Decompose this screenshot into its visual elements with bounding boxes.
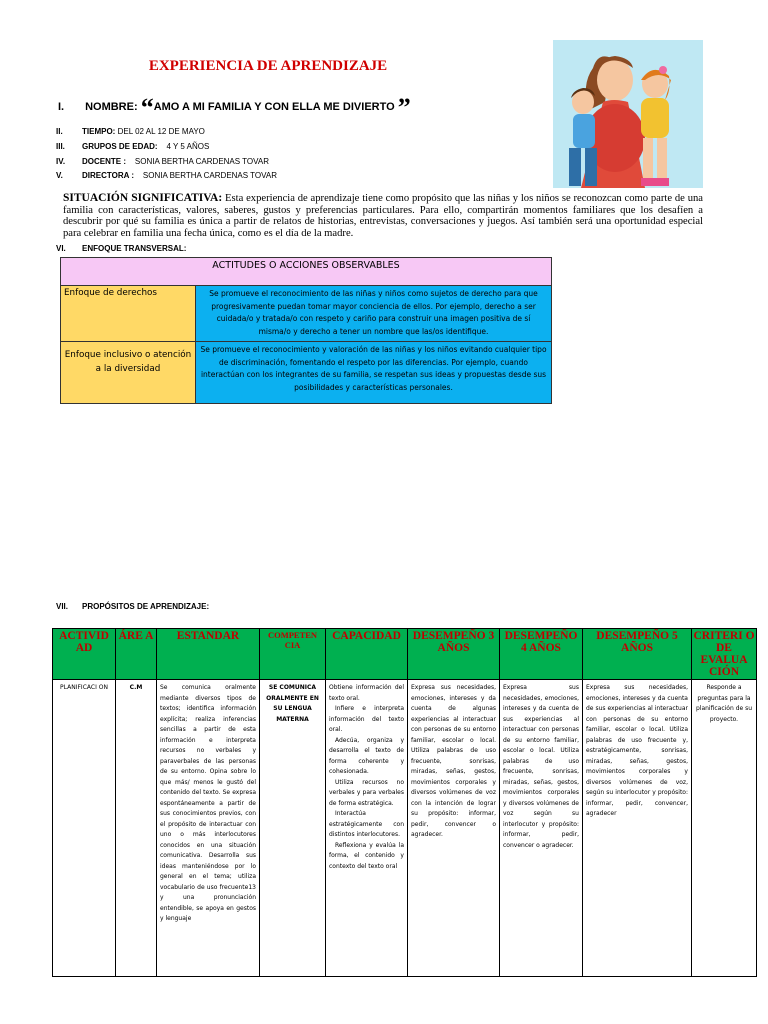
column-header: CAPACIDAD — [326, 629, 408, 680]
table-row — [53, 680, 757, 977]
propositos-label: PROPÓSITOS DE APRENDIZAJE: — [82, 602, 210, 611]
column-header: DESEMPEÑO 3 AÑOS — [408, 629, 500, 680]
capacidad-item: Obtiene información del texto oral. — [329, 684, 404, 702]
section-number: VII. — [56, 602, 69, 611]
competencia-cell: SE COMUNICA ORALMENTE EN SU LENGUA MATERNA — [260, 680, 326, 977]
enfoque-header: ACTITUDES O ACCIONES OBSERVABLES — [61, 258, 552, 286]
family-illustration — [553, 40, 703, 188]
nombre-label: NOMBRE: — [85, 101, 138, 113]
column-header: DESEMPEÑO 5 AÑOS — [583, 629, 692, 680]
situacion-text: Esta experiencia de aprendizaje tiene como propósito que las niñas y los niños se reconozcan como parte de una familia con características, valores, saberes, gustos y preferencias particulares. Para ello, compartirán momentos familiares que los desafíen a descubrir por qué su familia es única a partir de relatos de historias, entrevistas, conversaciones y juegos. Así también será una oportunidad especial para celebrar en familia una fecha única, como es el día de la madre. — [63, 193, 704, 239]
table-header-row — [53, 629, 757, 680]
nombre-line — [58, 93, 411, 122]
section-number: I. — [58, 101, 65, 113]
docente-line — [56, 157, 269, 166]
enfoque-name: Enfoque inclusivo o atención a la diversidad — [61, 342, 196, 404]
propositos-table — [52, 628, 757, 977]
area-cell: C.M — [116, 680, 157, 977]
enfoque-table — [60, 257, 552, 404]
desempeno-4-cell: Expresa sus necesidades, emociones, intereses y da cuenta de sus experiencias al interactuar con personas de su entorno familiar, escolar o local. Utiliza palabras de uso frecuente, sonrisas, miradas, señas, gestos, movimientos corporales y diversos volúmenes de voz según su interlocutor y propósito: informar, pedir, convencer o agradecer. — [500, 680, 583, 977]
tiempo-label: TIEMPO: — [82, 127, 116, 136]
document-title: EXPERIENCIA DE APRENDIZAJE — [148, 58, 388, 74]
propositos-heading — [56, 602, 209, 611]
directora-line — [56, 171, 277, 180]
column-header: ACTIVID AD — [53, 629, 116, 680]
situacion-significativa — [63, 193, 703, 239]
grupos-value: 4 Y 5 AÑOS — [166, 142, 210, 151]
estandar-cell: Se comunica oralmente mediante diversos tipos de textos; identifica información explícita; realiza inferencias sencillas a partir de esta información e interpreta recursos no verbales y paraverbales de las personas de su entorno. Opina sobre lo que más/ menos le gustó del contenido del texto. Se expresa espontáneamente a partir de sus conocimientos previos, con el propósito de interactuar con uno o más interlocutores conocidos en una situación comunicativa. Desarrolla sus ideas manteniéndose por lo general en el tema; utiliza vocabulario de uso frecuente13 y una pronunciación entendible, se apoya en gestos y lenguaje — [157, 680, 260, 977]
enfoque-description: Se promueve el reconocimiento de las niñas y niños como sujetos de derecho para que progresivamente puedan tomar mayor conciencia de ellos. Por ejemplo, derecho a ser cuidada/o y tratada/o con respeto y cariño para construir una imagen positiva de sí misma/o y derecho a tener un nombre que las/os identifique. — [196, 286, 552, 342]
capacidad-item: Utiliza recursos no verbales y para verbales de forma estratégica. — [329, 778, 404, 807]
section-number: II. — [56, 127, 63, 136]
column-header: COMPETEN CIA — [260, 629, 326, 680]
capacidad-item: Reflexiona y evalúa la forma, el contenido y contexto del texto oral — [329, 841, 404, 870]
enfoque-heading — [56, 244, 186, 253]
grupos-label: GRUPOS DE EDAD: — [82, 142, 158, 151]
tiempo-line — [56, 127, 205, 136]
section-number: IV. — [56, 157, 66, 166]
capacidad-item: Interactúa estratégicamente con distintos interlocutores. — [329, 810, 404, 838]
situacion-label: SITUACIÓN SIGNIFICATIVA: — [63, 192, 223, 204]
enfoque-label: ENFOQUE TRANSVERSAL: — [82, 244, 187, 253]
desempeno-3-cell: Expresa sus necesidades, emociones, intereses y da cuenta de algunas experiencias al interactuar con personas de su entorno familiar, escolar o local. Utiliza palabras de uso frecuente, sonrisas, miradas, señas, gestos, movimientos corporales y diversos volúmenes de voz con la intención de lograr su propósito: informar, pedir, convencer o agradecer. — [408, 680, 500, 977]
section-number: VI. — [56, 244, 66, 253]
column-header: ESTANDAR — [157, 629, 260, 680]
column-header: DESEMPEÑO 4 AÑOS — [500, 629, 583, 680]
enfoque-description: Se promueve el reconocimiento y valoración de las niñas y los niños evitando cualquier tipo de discriminación, fomentando el respeto por las diferencias. Por ejemplo, cuando interactúan con los integrantes de su familia, se respetan sus ideas y propuestas desde sus posibilidades y características personales. — [196, 342, 552, 404]
nombre-value: AMO A MI FAMILIA Y CON ELLA ME DIVIERTO — [153, 101, 395, 113]
desempeno-5-cell: Expresa sus necesidades, emociones, intereses y da cuenta de sus experiencias al interactuar con personas de su entorno familiar, escolar o local. Utiliza palabras de uso frecuente y, estratégicamente, sonrisas, miradas, señas, gestos, movimientos corporales y diversos volúmenes de voz, según su interlocutor y propósito: informar, pedir, convencer, agradecer — [583, 680, 692, 977]
section-number: III. — [56, 142, 65, 151]
directora-label: DIRECTORA : — [82, 171, 134, 180]
close-quote: ” — [397, 93, 411, 122]
column-header: CRITERI O DE EVALUA CIÓN — [693, 630, 755, 678]
column-header: ÁRE A — [116, 629, 157, 680]
enfoque-name: Enfoque de derechos — [61, 286, 196, 342]
capacidad-cell — [326, 680, 408, 977]
grupos-line — [56, 142, 209, 151]
section-number: V. — [56, 171, 63, 180]
directora-value: SONIA BERTHA CARDENAS TOVAR — [142, 171, 278, 180]
docente-label: DOCENTE : — [82, 157, 126, 166]
actividad-cell: PLANIFICACI ON — [53, 680, 116, 977]
capacidad-item: Infiere e interpreta información del texto oral. — [329, 705, 404, 733]
docente-value: SONIA BERTHA CARDENAS TOVAR — [134, 157, 270, 166]
tiempo-value: DEL 02 AL 12 DE MAYO — [117, 127, 205, 136]
capacidad-item: Adecúa, organiza y desarrolla el texto de forma coherente y cohesionada. — [329, 736, 404, 775]
criterio-cell: Responde a preguntas para la planificación de su proyecto. — [692, 680, 757, 977]
open-quote: “ — [140, 93, 154, 122]
